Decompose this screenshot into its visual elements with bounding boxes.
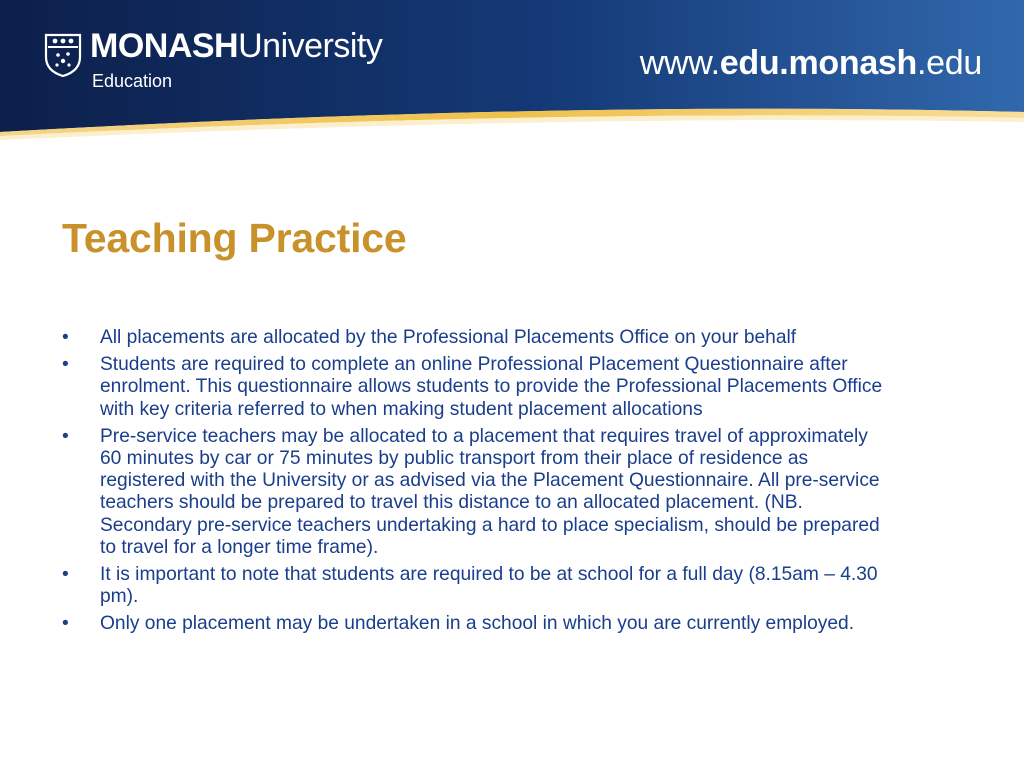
bullet-item: [62, 613, 892, 635]
bullet-marker: •: [62, 354, 69, 376]
bullet-text: It is important to note that students are required to be at school for a full day (8.15am – 4.30 pm).: [100, 564, 878, 608]
bullet-item: [62, 354, 892, 421]
wordmark-university: University: [238, 27, 383, 65]
monash-crest-icon: [44, 33, 82, 77]
website-url: [640, 44, 982, 83]
faculty-label: Education: [92, 71, 173, 91]
bullet-marker: •: [62, 327, 69, 348]
url-prefix: www.: [639, 44, 720, 82]
header-banner: [0, 0, 1024, 140]
bullet-item: [62, 564, 892, 608]
bullet-marker: •: [62, 564, 69, 586]
bullet-item: [62, 327, 892, 349]
url-domain: edu.monash: [719, 44, 918, 82]
bullet-marker: •: [62, 613, 69, 635]
bullet-text: Pre-service teachers may be allocated to a placement that requires travel of approximately 60 minutes by car or 75 minutes by public transport from their place of residence as registered with the University or as advised via the Placement Questionnaire. All pre-service teachers should be prepared to travel this distance to an allocated placement. (NB. Secondary pre-service teachers undertaking a hard to place specialism, should be prepared to travel for a longer time frame).: [100, 425, 880, 558]
url-suffix: .edu: [917, 44, 982, 82]
wordmark-monash: MONASH: [90, 27, 239, 65]
bullet-list: [62, 327, 892, 641]
university-wordmark: [90, 29, 382, 63]
slide-title: Teaching Practice: [62, 215, 407, 261]
bullet-marker: •: [62, 425, 69, 447]
bullet-text: Students are required to complete an online Professional Placement Questionnaire after enrolment. This questionnaire allows students to provide the Professional Placements Office with key criteria referred to when making student placement allocations: [100, 354, 883, 420]
bullet-text: All placements are allocated by the Professional Placements Office on your behalf: [100, 327, 797, 348]
bullet-text: Only one placement may be undertaken in a school in which you are currently employed.: [100, 613, 855, 635]
bullet-item: [62, 426, 892, 559]
